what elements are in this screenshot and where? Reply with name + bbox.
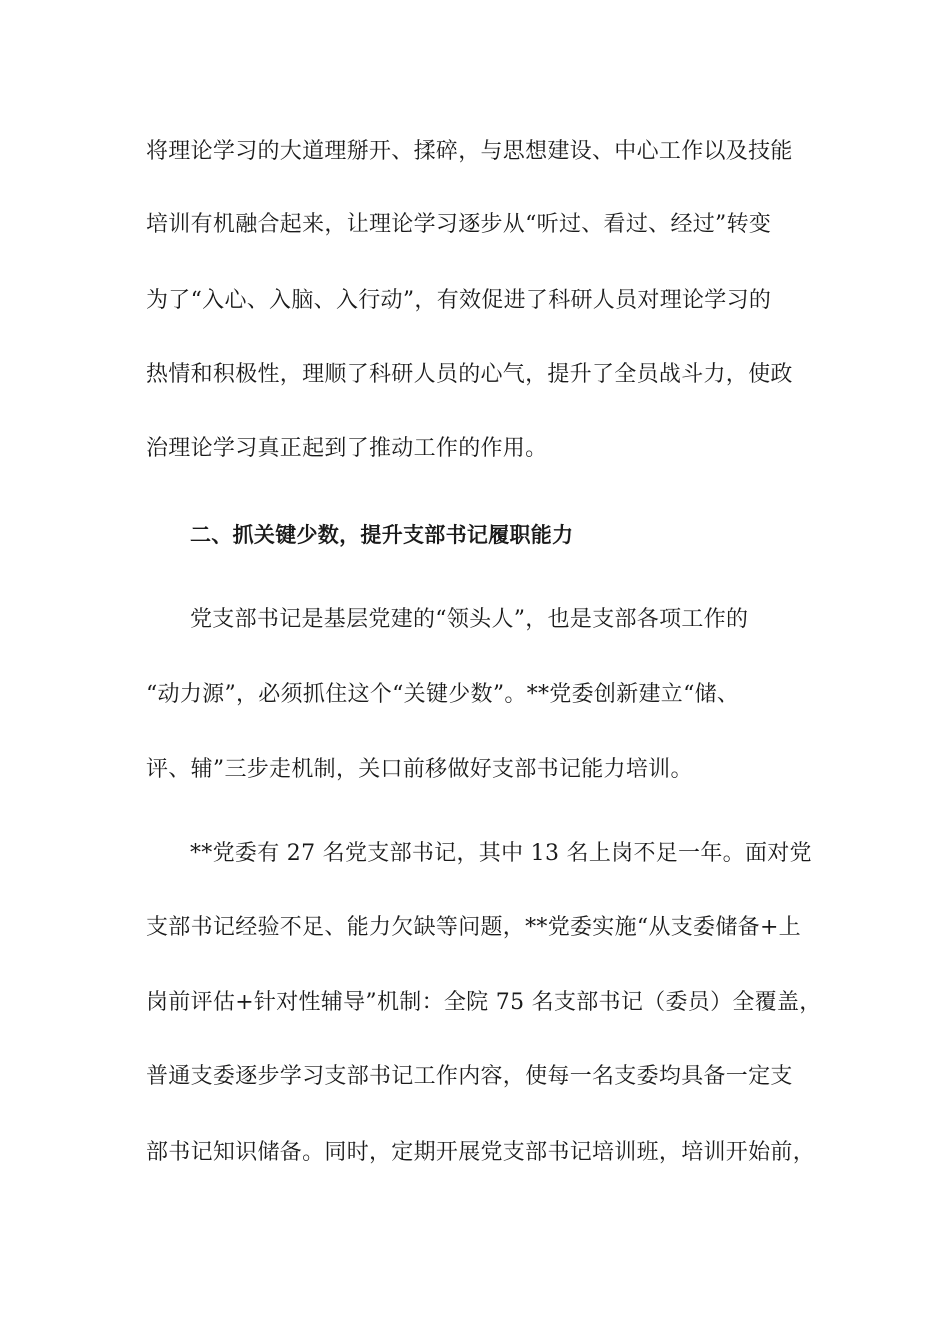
section-heading: 二、抓关键少数，提升支部书记履职能力 bbox=[190, 523, 574, 547]
paragraph-line: 热情和积极性，理顺了科研人员的心气，提升了全员战斗力，使政 bbox=[146, 362, 793, 387]
paragraph-line: 培训有机融合起来，让理论学习逐步从“听过、看过、经过”转变 bbox=[146, 212, 772, 237]
paragraph-line: 普通支委逐步学习支部书记工作内容，使每一名支委均具备一定支 bbox=[146, 1064, 793, 1089]
paragraph-line: 部书记知识储备。同时，定期开展党支部书记培训班，培训开始前， bbox=[146, 1140, 816, 1165]
paragraph-line: “动力源”，必须抓住这个“关键少数”。**党委创新建立“储、 bbox=[146, 682, 740, 707]
paragraph-line: 岗前评估+针对性辅导”机制：全院 75 名支部书记（委员）全覆盖， bbox=[146, 990, 822, 1015]
paragraph-line: 党支部书记是基层党建的“领头人”，也是支部各项工作的 bbox=[190, 607, 749, 632]
paragraph-line: 将理论学习的大道理掰开、揉碎，与思想建设、中心工作以及技能 bbox=[146, 139, 793, 164]
paragraph-line: 评、辅”三步走机制，关口前移做好支部书记能力培训。 bbox=[146, 757, 693, 782]
paragraph-line: **党委有 27 名党支部书记，其中 13 名上岗不足一年。面对党 bbox=[190, 841, 812, 866]
paragraph-line: 为了“入心、入脑、入行动”，有效促进了科研人员对理论学习的 bbox=[146, 288, 772, 313]
paragraph-line: 治理论学习真正起到了推动工作的作用。 bbox=[146, 436, 548, 461]
paragraph-line: 支部书记经验不足、能力欠缺等问题，**党委实施“从支委储备+上 bbox=[146, 915, 801, 940]
